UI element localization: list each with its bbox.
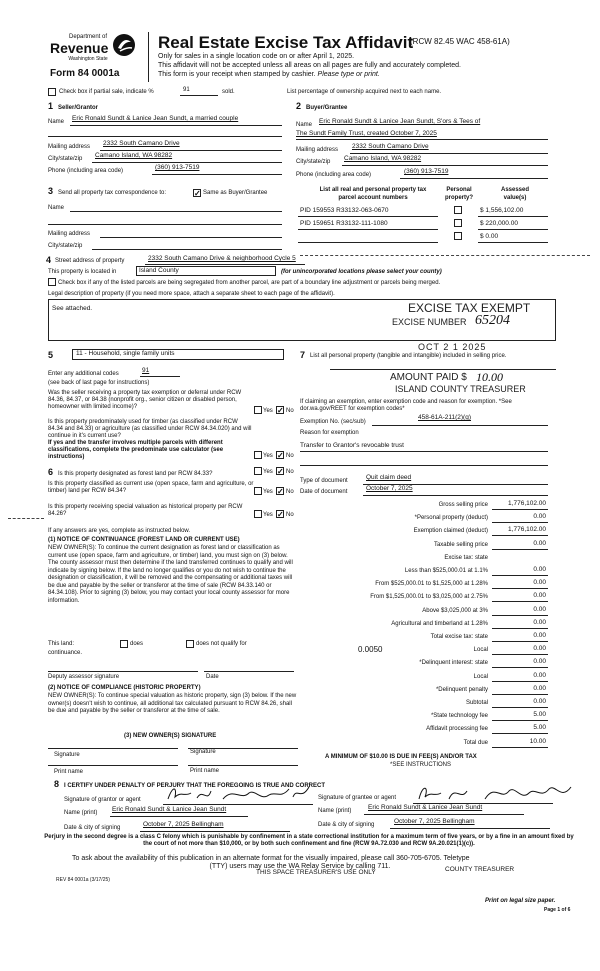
alt-format-line2: (TTY) users may use the WA Relay Service by calling 711.: [209, 863, 391, 870]
s6-q3: Is this property receiving special valuation as historical property per RCW 84.26?: [48, 504, 243, 518]
subtitle-1: Only for sales in a single location code on or after April 1, 2025.: [158, 53, 355, 60]
calc-value[interactable]: 0.00: [533, 698, 546, 705]
new-owner-print-label-2: Print name: [190, 768, 220, 774]
form-number: Form 84 0001a: [50, 68, 120, 79]
calc-value[interactable]: 0.00: [533, 566, 546, 573]
calc-value[interactable]: 0.00: [533, 684, 546, 692]
s3-label: Send all property tax correspondence to:: [58, 190, 167, 196]
yes-label: Yes: [263, 408, 273, 414]
legal-description[interactable]: See attached.: [52, 305, 93, 312]
doc-type[interactable]: Quit claim deed: [366, 474, 412, 481]
s2-mail-label: Mailing address: [296, 147, 339, 153]
calc-label: Above $3,025,000 at 3%: [422, 607, 488, 614]
calc-value[interactable]: 0.00: [533, 539, 546, 547]
calc-label: Gross selling price: [438, 502, 488, 508]
calc-value[interactable]: 0.00: [533, 658, 546, 666]
parcel-pid[interactable]: PID 159553 R33132-063-0670: [300, 207, 389, 214]
s1-city-label: City/state/zip: [48, 156, 83, 162]
calc-value[interactable]: 5.00: [533, 711, 546, 719]
dept-line1: Department of: [68, 34, 108, 40]
partial-pct: 91: [183, 87, 190, 93]
exemption-no-label: Exemption No. (sec/sub): [300, 419, 366, 425]
exempt-stamp-title: EXCISE TAX EXEMPT: [408, 301, 531, 315]
calc-label: From $1,525,000.01 to $3,025,000 at 2.75%: [370, 594, 488, 601]
same-as-buyer-checkbox[interactable]: ✓: [194, 189, 201, 198]
new-owner-sig-label: Signature: [54, 752, 80, 758]
this-land-label: This land:: [48, 641, 75, 647]
s2-phone[interactable]: (360) 913-7519: [404, 168, 449, 175]
new-owner-sig-label-2: Signature: [190, 749, 216, 755]
grantor-sig-label: Signature of grantor or agent: [64, 797, 141, 803]
legal-description-label: Legal description of property (if you need more space, attach a separate sheet to each page of the affidavit).: [48, 291, 335, 297]
parcel-header-1b: parcel account numbers: [338, 195, 408, 201]
segregated-checkbox[interactable]: [48, 278, 56, 286]
calc-label: Subtotal: [465, 700, 488, 706]
revision: REV 84 0001a (3/17/25): [56, 877, 110, 883]
no-label: No: [286, 453, 294, 459]
s2-name-2[interactable]: The Sundt Family Trust, created October 7, 2025: [296, 130, 437, 137]
s3-mail-label: Mailing address: [48, 231, 91, 237]
parcel-header-3a: Assessed: [500, 187, 530, 193]
subtitle-3: This form is your receipt when stamped by cashier.: [158, 71, 316, 78]
s2-city-label: City/state/zip: [296, 159, 331, 165]
doc-type-label: Type of document: [300, 478, 348, 484]
calc-label: Taxable selling price: [433, 541, 488, 548]
subtitle-2: This affidavit will not be accepted unless all areas on all pages are fully and accurately completed.: [158, 62, 461, 69]
yes-label: Yes: [263, 512, 273, 518]
calc-value[interactable]: 0.00: [533, 579, 546, 587]
calc-value[interactable]: 10.00: [529, 737, 546, 745]
doc-date[interactable]: October 7, 2025: [366, 485, 413, 492]
partial-sale-label: Check box if partial sale, indicate %: [59, 89, 154, 95]
land-not-qualify-checkbox[interactable]: [186, 640, 194, 648]
q1-no-checkbox[interactable]: ✓: [277, 406, 284, 415]
partial-sold: sold.: [222, 89, 235, 95]
s6q1-yes-checkbox[interactable]: [254, 467, 262, 475]
calc-value[interactable]: 0.00: [533, 513, 546, 521]
s2-mail[interactable]: 2332 South Camano Drive: [352, 143, 429, 150]
calc-label: Local: [473, 647, 488, 654]
s1-mail-label: Mailing address: [48, 144, 91, 150]
s4-located-label: This property is located in: [48, 269, 117, 275]
s1-name[interactable]: Eric Ronald Sundt & Lanice Jean Sundt, a married couple: [72, 115, 239, 122]
treasurer-use-only: THIS SPACE TREASURER'S USE ONLY: [256, 869, 376, 876]
notice1-body: NEW OWNER(S): To continue the current designation as forest land or classification as current use (open space, farm and agriculture, or timber) land, you must sign on (3) below. The county assessor must then determine if the land transferred continues to qualify and will indicate by signing below. If the land no longer qualifies or you do not wish to continue the designation or classification, it will be removed and the compensating or additional taxes will be due and payable by the seller or transferor at the time of sale (RCW 84.33.140 or 84.34.108). Prior to signing (3) below, you may contact your local county assessor for more information.: [48, 545, 293, 604]
parcel-value[interactable]: $ 1,556,102.00: [480, 207, 524, 214]
grantor-signature[interactable]: [163, 783, 313, 805]
s3-name-label: Name: [48, 205, 65, 211]
s1-title: Seller/Grantor: [58, 105, 99, 111]
s1-city[interactable]: Camano Island, WA 98282: [95, 152, 173, 159]
certify-label: I CERTIFY UNDER PENALTY OF PERJURY THAT THE FOREGOING IS TRUE AND CORRECT: [64, 783, 326, 789]
grantee-date-label: Date & city of signing: [318, 822, 375, 828]
calc-label: Total excise tax: state: [430, 634, 488, 640]
parcel-pid[interactable]: PID 159651 R33132-111-1080: [300, 220, 388, 227]
calc-value[interactable]: 5.00: [533, 724, 546, 732]
s7-number: 7: [300, 350, 306, 360]
continuance-label: continuance.: [48, 650, 83, 656]
s1-phone[interactable]: (360) 913-7519: [155, 164, 200, 171]
s3-number: 3: [48, 186, 54, 196]
s5-q2b: If yes and the transfer involves multiple parcels with different classifications, complete the predominate use calculator (see instructions): [48, 440, 224, 461]
s4-number: 4: [46, 255, 52, 265]
partial-sale-checkbox[interactable]: [48, 88, 56, 96]
s6-number: 6: [48, 467, 54, 477]
land-not-qualify-label: does not qualify for: [196, 641, 247, 647]
exempt-stamp-label: EXCISE NUMBER: [392, 317, 467, 327]
deputy-sig-label: Deputy assessor signature: [48, 674, 120, 680]
calc-label: Less than $525,000.01 at 1.1%: [404, 568, 488, 574]
perjury-notice: Perjury in the second degree is a class C felony which is punishable by confinement in a state correctional institution for a maximum term of five years, or by a fine in an amount fixed by the court of not more than $10,000, or by both such confinement and fine (RCW 9A.72.030 and RCW 9A.20.021(1)(c)).: [44, 834, 574, 847]
calc-label: Affidavit processing fee: [426, 726, 488, 733]
calc-value[interactable]: 0.00: [533, 605, 546, 613]
personal-property-checkbox[interactable]: [454, 206, 462, 214]
notice2-body: NEW OWNER(S): To continue special valuation as historic property, sign (3) below. If the new owner(s) doesn't wish to continue, all additional tax calculated pursuant to RCW 84.26, shall be due and payable by the seller or transferor at the time of sale.: [48, 693, 297, 714]
yes-label: Yes: [263, 489, 273, 495]
calc-label: Exemption claimed (deduct): [413, 528, 488, 535]
land-does-label: does: [130, 641, 144, 647]
calc-label: Local: [473, 673, 488, 680]
s3-city-label: City/state/zip: [48, 243, 83, 249]
amount-paid-value: 10.00: [476, 370, 503, 384]
notice1-title: (1) NOTICE OF CONTINUANCE (FOREST LAND OR CURRENT USE): [48, 537, 240, 543]
calc-label: *Delinquent interest: state: [419, 660, 488, 667]
grantee-print[interactable]: Eric Ronald Sundt & Lanice Jean Sundt: [368, 804, 483, 811]
s2-name-label: Name: [296, 122, 313, 128]
grantee-signature[interactable]: [415, 781, 575, 805]
no-label: No: [286, 512, 294, 518]
calc-value[interactable]: 0.00: [533, 618, 546, 626]
parcel-header-3b: value(s): [503, 195, 527, 201]
calc-label: *Delinquent penalty: [435, 686, 488, 693]
s5-q1: Was the seller receiving a property tax exemption or deferral under RCW 84.36, 84.37, or 84.38 (nonprofit org., senior citizen or disabled person, homeowner with limited income)?: [48, 390, 242, 411]
q2-yes-checkbox[interactable]: [254, 451, 262, 459]
no-label: No: [286, 469, 294, 475]
county-select[interactable]: Island County: [139, 267, 179, 274]
s2-number: 2: [296, 101, 302, 111]
notice3-title: (3) NEW OWNER(S) SIGNATURE: [124, 733, 217, 739]
dept-state: Washington State: [68, 56, 108, 62]
land-use-select[interactable]: 11 - Household, single family units: [76, 350, 175, 357]
personal-property-checkbox[interactable]: [454, 219, 462, 227]
see-back-note: (see back of last page for instructions): [48, 380, 150, 386]
exemption-no[interactable]: 458-61A-211(2)(g): [418, 414, 471, 421]
calc-label: Excise tax: state: [444, 554, 488, 561]
calc-value[interactable]: 0.00: [533, 671, 546, 679]
s1-number: 1: [48, 101, 54, 111]
form-rcw: (RCW 82.45 WAC 458-61A): [410, 37, 510, 46]
same-as-buyer-label: Same as Buyer/Grantee: [203, 190, 268, 196]
s5-number: 5: [48, 350, 54, 360]
grantor-print-label: Name (print): [64, 810, 98, 816]
s2-name-1[interactable]: Eric Ronald Sundt & Lanice Jean Sundt, S'ors & Tees of: [319, 118, 481, 125]
s6q2-no-checkbox[interactable]: ✓: [277, 487, 284, 496]
s8-number: 8: [54, 779, 60, 789]
land-does-checkbox[interactable]: [120, 640, 128, 648]
page-number: Page 1 of 6: [544, 907, 571, 913]
grantee-print-label: Name (print): [318, 808, 352, 814]
county-note: (for unincorporated locations please select your county): [281, 269, 442, 275]
dor-logo-icon: [112, 33, 136, 57]
s1-name-label: Name: [48, 119, 65, 125]
s2-phone-label: Phone (including area code): [296, 172, 372, 178]
exemption-intro: If claiming an exemption, enter exemption code and reason for exemption. *See dor.wa.gov/REET for exemption codes*: [300, 399, 512, 413]
parcel-value[interactable]: $ 220,000.00: [480, 220, 518, 227]
ownership-note: List percentage of ownership acquired next to each name.: [287, 89, 442, 95]
s6-q2: Is this property classified as current use (open space, farm and agriculture, or timber) land per RCW 84.34?: [48, 481, 254, 495]
s1-mail[interactable]: 2332 South Camano Drive: [103, 140, 180, 147]
s2-city[interactable]: Camano Island, WA 98282: [344, 155, 422, 162]
s6q2-yes-checkbox[interactable]: [254, 487, 262, 495]
local-rate: 0.0050: [358, 645, 383, 655]
grantor-print[interactable]: Eric Ronald Sundt & Lanice Jean Sundt: [112, 806, 227, 813]
calc-label: Agricultural and timberland at 1.28%: [391, 620, 488, 627]
calc-value[interactable]: 0.00: [533, 592, 546, 600]
calc-value[interactable]: 1,776,102.00: [508, 526, 546, 534]
legal-size-note: Print on legal size paper.: [485, 898, 556, 904]
form-title: Real Estate Excise Tax Affidavit: [158, 33, 414, 52]
calc-label: *State technology fee: [430, 713, 488, 720]
dept-logo-text: Revenue: [50, 40, 109, 56]
no-label: No: [286, 408, 294, 414]
reason-value[interactable]: Transfer to Grantor's revocable trust: [300, 442, 404, 449]
segregated-label: Check box if any of the listed parcels are being segregated from another parcel, are part of a boundary line adjustment or parcels being merged.: [58, 280, 441, 286]
parcel-header-1a: List all real and personal property tax: [319, 187, 427, 193]
amount-paid-label: AMOUNT PAID $: [390, 372, 467, 383]
no-label: No: [286, 489, 294, 495]
grantee-date[interactable]: October 7, 2025 Bellingham: [394, 818, 475, 825]
s7-label: List all personal property (tangible and intangible) included in selling price.: [310, 353, 507, 359]
calc-value[interactable]: 0.00: [533, 645, 546, 653]
s6q3-no-checkbox[interactable]: ✓: [277, 510, 284, 519]
received-date-stamp: OCT 2 1 2025: [418, 342, 487, 352]
grantor-date-label: Date & city of signing: [64, 825, 121, 831]
exempt-stamp-number: 65204: [475, 313, 510, 328]
grantee-sig-label: Signature of grantee or agent: [318, 795, 397, 801]
calc-label: *Personal property (deduct): [414, 515, 488, 522]
subtitle-3b: Please type or print.: [317, 71, 380, 78]
s6q1-no-checkbox[interactable]: ✓: [277, 467, 284, 476]
s6q3-yes-checkbox[interactable]: [254, 510, 262, 518]
s6-ifany: If any answers are yes, complete as instructed below.: [48, 528, 191, 534]
s5-q2a: Is this property predominately used for timber (as classified under RCW 84.34 and 84.33) or agriculture (as classified under RCW 84.34.020) and will continue in it's current use?: [48, 419, 252, 440]
deputy-date-label: Date: [206, 674, 219, 680]
calc-label: Total due: [463, 739, 488, 746]
calc-value[interactable]: 1,776,102.00: [508, 500, 546, 507]
s6-q1: Is this property designated as forest land per RCW 84.33?: [58, 471, 213, 477]
reason-label: Reason for exemption: [300, 430, 359, 436]
s1-phone-label: Phone (including area code): [48, 168, 124, 174]
parcel-header-2a: Personal: [446, 187, 472, 193]
s2-title: Buyer/Grantee: [306, 105, 348, 111]
parcel-value[interactable]: $ 0.00: [480, 233, 499, 240]
new-owner-print-label: Print name: [54, 769, 84, 775]
q2-no-checkbox[interactable]: ✓: [277, 451, 284, 460]
parcel-header-2b: property?: [444, 195, 473, 201]
s4-label: Street address of property: [55, 258, 125, 264]
addl-codes[interactable]: 91: [142, 367, 150, 374]
yes-label: Yes: [263, 469, 273, 475]
q1-yes-checkbox[interactable]: [254, 406, 262, 414]
calc-value[interactable]: 0.00: [533, 632, 546, 639]
notice2-title: (2) NOTICE OF COMPLIANCE (HISTORIC PROPERTY): [48, 685, 201, 691]
doc-date-label: Date of document: [300, 489, 348, 495]
county-treasurer-label: COUNTY TREASURER: [445, 866, 515, 873]
minimum-fee-note: A MINIMUM OF $10.00 IS DUE IN FEE(S) AND/OR TAX: [325, 754, 477, 760]
see-instructions: *SEE INSTRUCTIONS: [390, 762, 452, 768]
treasurer-stamp: ISLAND COUNTY TREASURER: [395, 384, 526, 394]
alt-format-line1: To ask about the availability of this publication in an alternate format for the visually impaired, please call 360-705-6705. Teletype: [72, 855, 470, 862]
personal-property-checkbox[interactable]: [454, 232, 462, 240]
calc-label: From $525,000.01 to $1,525,000 at 1.28%: [375, 581, 488, 588]
s4-address[interactable]: 2332 South Camano Drive & neighborhood Cycle 5: [148, 255, 296, 262]
yes-label: Yes: [263, 453, 273, 459]
addl-codes-label: Enter any additional codes: [48, 371, 119, 377]
grantor-date[interactable]: October 7, 2025 Bellingham: [143, 821, 224, 828]
